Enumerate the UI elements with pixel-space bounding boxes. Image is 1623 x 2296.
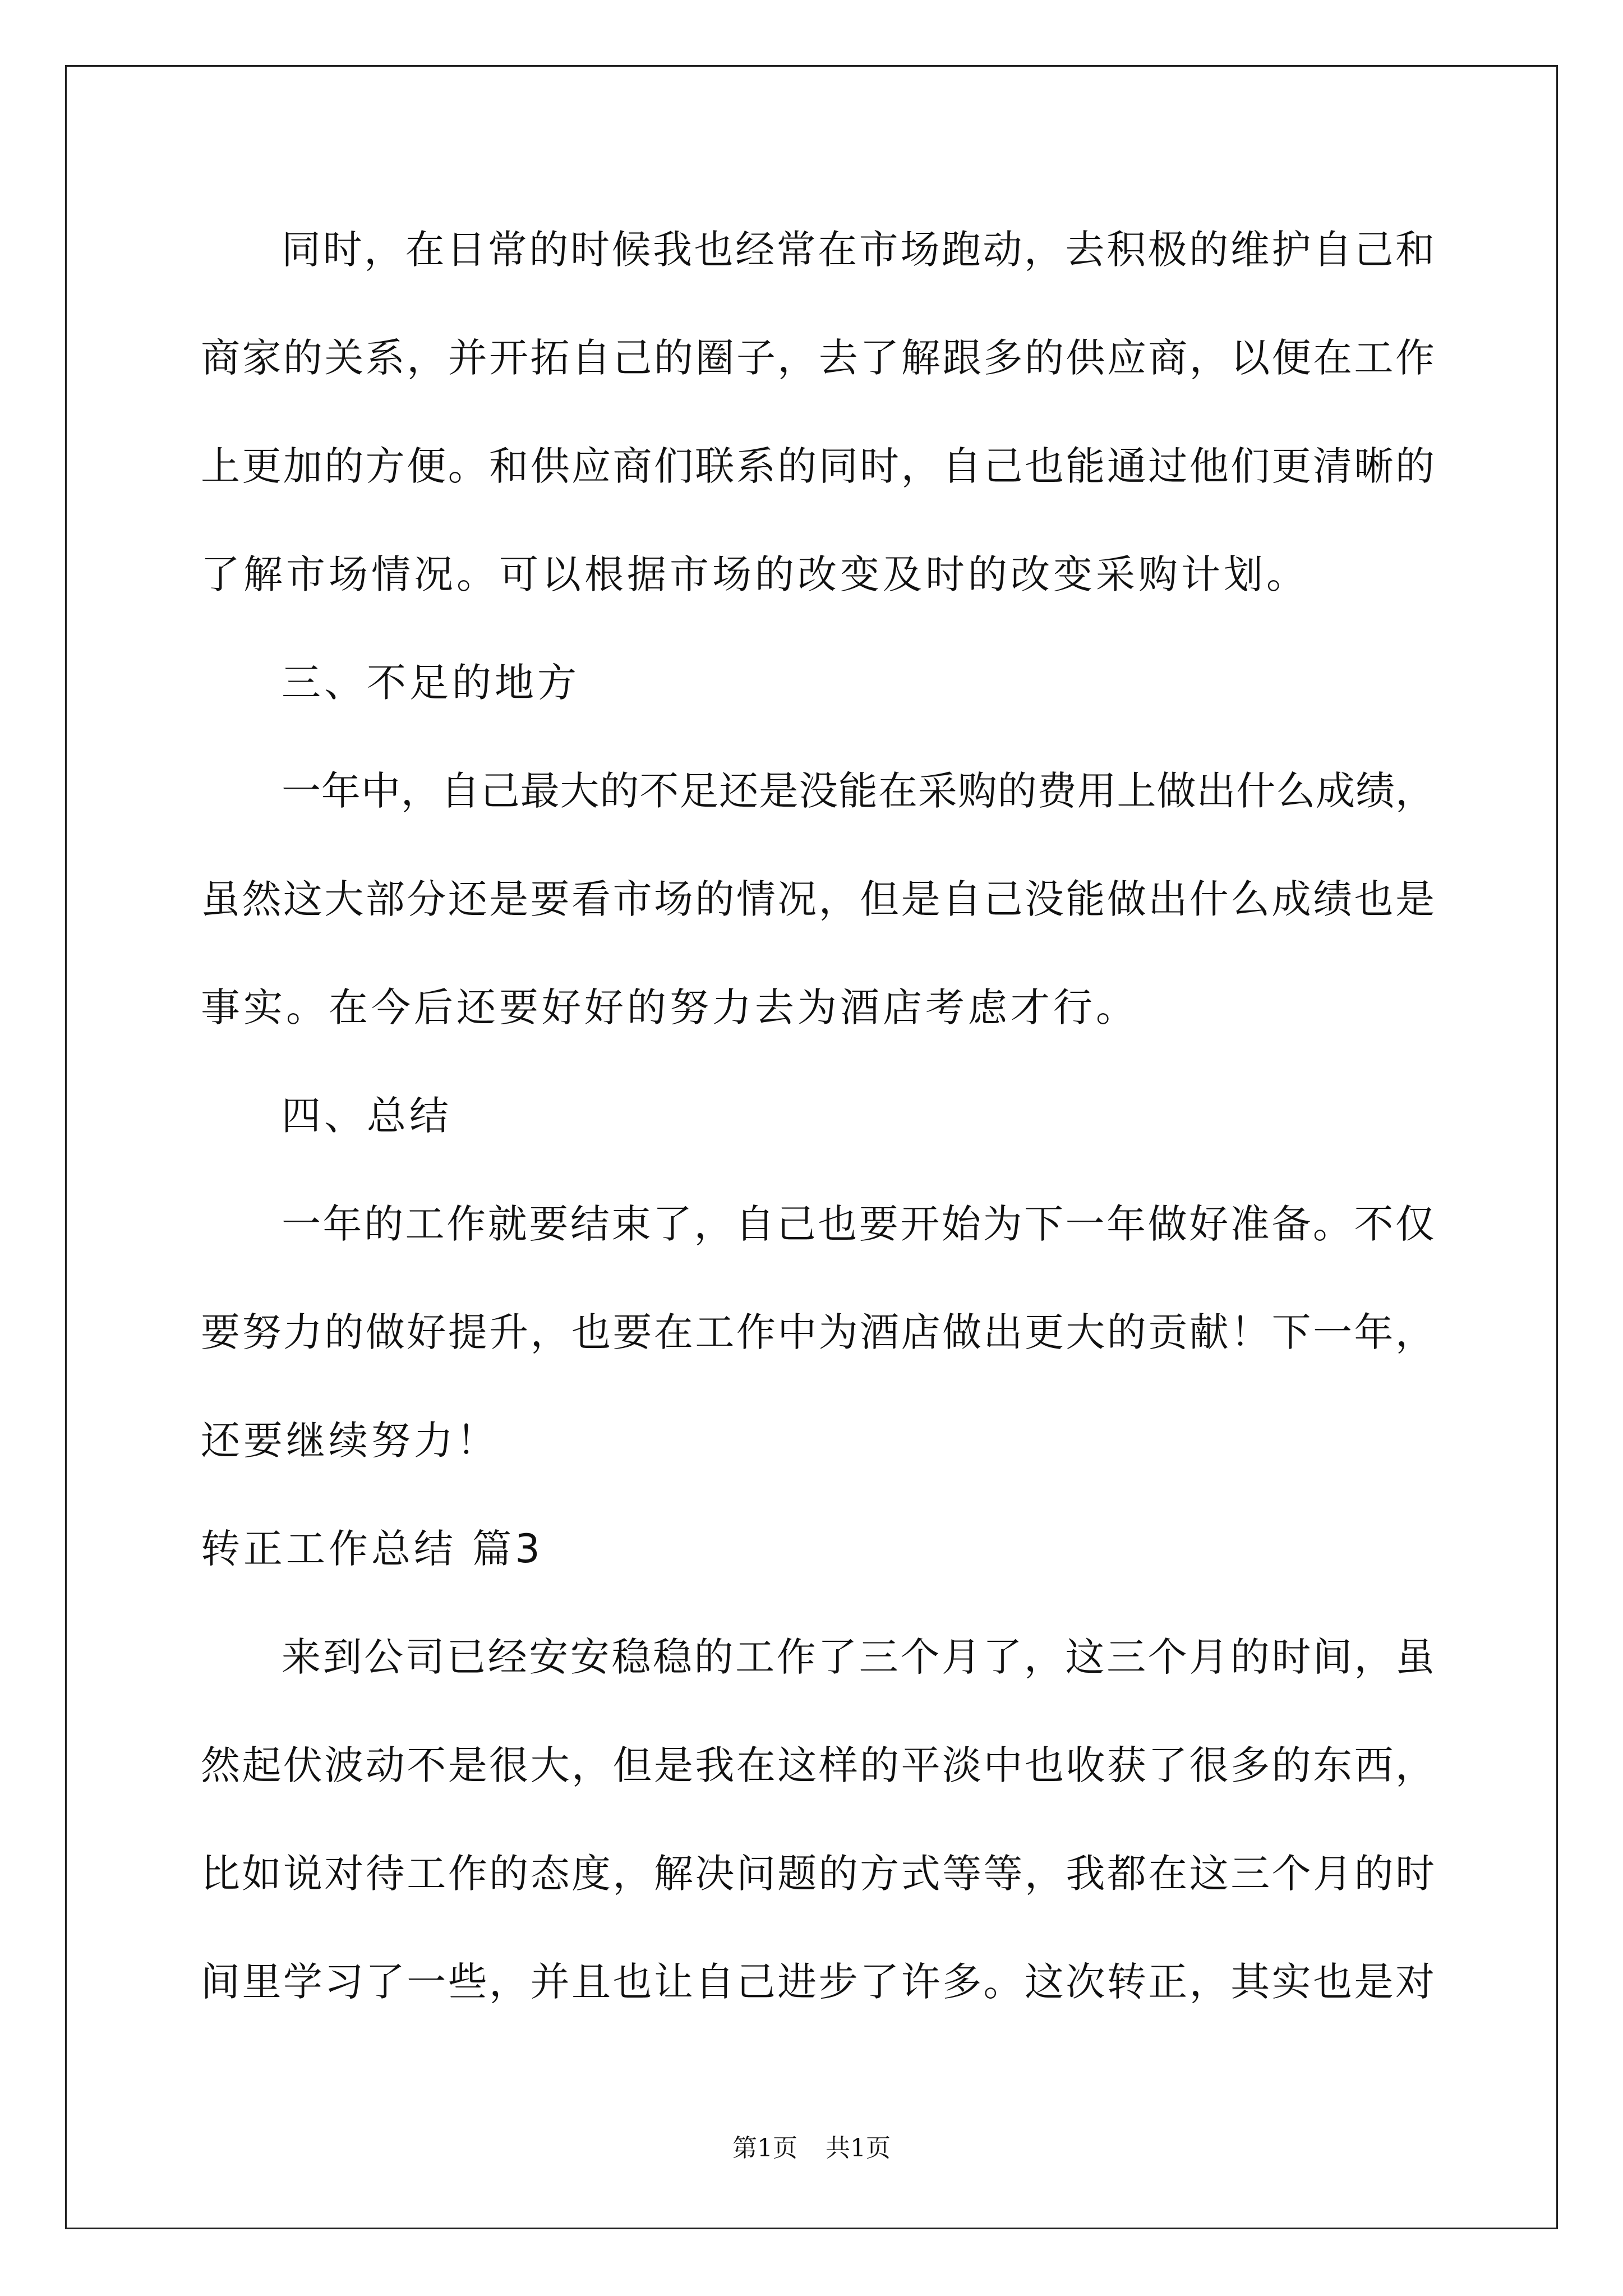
page-border <box>65 65 1558 2229</box>
paragraph-line: 虽然这大部分还是要看市场的情况，但是自己没能做出什么成绩也是 <box>201 876 1435 922</box>
paragraph-line: 要努力的做好提升，也要在工作中为酒店做出更大的贡献！下一年， <box>201 1309 1435 1355</box>
section-heading: 三、不足的地方 <box>282 660 580 706</box>
paragraph-line: 事实。在今后还要好好的努力去为酒店考虑才行。 <box>201 984 1138 1030</box>
paragraph-line: 商家的关系，并开拓自己的圈子，去了解跟多的供应商，以便在工作 <box>201 335 1435 381</box>
paragraph-line: 同时，在日常的时候我也经常在市场跑动，去积极的维护自己和 <box>282 227 1435 273</box>
section-heading: 四、总结 <box>282 1093 452 1139</box>
paragraph-line: 一年中，自己最大的不足还是没能在采购的费用上做出什么成绩， <box>282 768 1435 814</box>
paragraph-line: 上更加的方便。和供应商们联系的同时，自己也能通过他们更清晰的 <box>201 443 1435 489</box>
page-total: 共1页 <box>826 2134 891 2162</box>
paragraph-line: 了解市场情况。可以根据市场的改变及时的改变采购计划。 <box>201 551 1309 597</box>
paragraph-line: 然起伏波动不是很大，但是我在这样的平淡中也收获了很多的东西， <box>201 1742 1435 1788</box>
paragraph-line: 比如说对待工作的态度，解决问题的方式等等，我都在这三个月的时 <box>201 1851 1435 1897</box>
paragraph-line: 间里学习了一些，并且也让自己进步了许多。这次转正，其实也是对 <box>201 1959 1435 2005</box>
paragraph-line: 来到公司已经安安稳稳的工作了三个月了，这三个月的时间，虽 <box>282 1634 1435 1680</box>
paragraph-line: 还要继续努力！ <box>201 1418 499 1464</box>
page-number: 第1页 <box>732 2134 797 2162</box>
paragraph-line: 一年的工作就要结束了，自己也要开始为下一年做好准备。不仅 <box>282 1201 1435 1247</box>
page-footer <box>0 2132 1623 2165</box>
article-title: 转正工作总结 篇3 <box>201 1526 543 1572</box>
